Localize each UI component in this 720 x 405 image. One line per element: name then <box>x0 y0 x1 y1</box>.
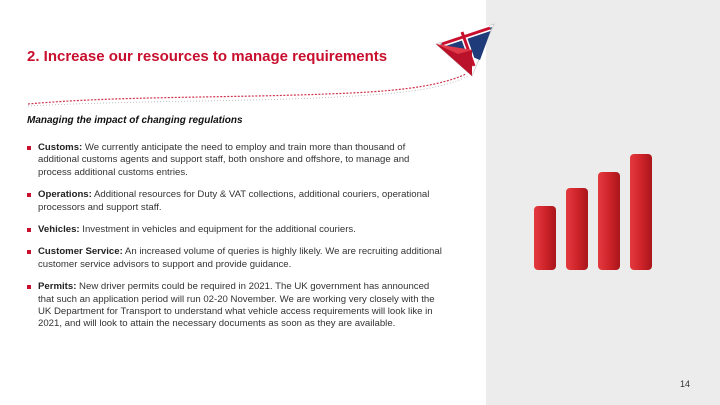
bullet-label: Customer Service: <box>38 246 123 258</box>
bullet-customs <box>27 142 442 179</box>
bullet-label: Vehicles: <box>38 224 80 236</box>
bullet-marker <box>27 228 31 232</box>
bullet-text: We currently anticipate the need to employ and train more than thousand of additional customs agents and support staff, both onshore and offshore, to manage and process additional customs entries. <box>38 142 410 178</box>
growth-bar-3 <box>598 172 620 270</box>
bullet-text: Investment in vehicles and equipment for the additional couriers. <box>79 224 356 236</box>
page-number: 14 <box>680 379 691 389</box>
flight-path-line <box>26 70 476 110</box>
bullet-marker <box>27 146 31 150</box>
bullet-text: Additional resources for Duty & VAT collections, additional couriers, operational processors and support staff. <box>38 189 430 213</box>
bullet-label: Permits: <box>38 281 77 293</box>
bullet-operations <box>27 189 442 214</box>
slide-subtitle: Managing the impact of changing regulations <box>27 115 243 126</box>
bullet-marker <box>27 285 31 289</box>
bullet-marker <box>27 193 31 197</box>
bullet-vehicles <box>27 224 442 236</box>
bullet-list <box>27 142 442 341</box>
growth-bars-icon <box>530 150 660 270</box>
growth-bar-2 <box>566 188 588 270</box>
bullet-label: Customs: <box>38 142 83 153</box>
bullet-text: New driver permits could be required in 2021. The UK government has announced that such an application period will run 02-20 November. We are working very closely with the UK Department for Transport to understand what vehicle access requirements will look like in 2021, and will look to attain the necessary documents as soon as they are available. <box>38 281 435 330</box>
bullet-text: An increased volume of queries is highly likely. We are recruiting additional customer service advisors to support and provide guidance. <box>38 246 442 270</box>
slide-title: 2. Increase our resources to manage requirements <box>27 48 388 65</box>
growth-bar-1 <box>534 206 556 270</box>
bullet-marker <box>27 250 31 254</box>
bullet-label: Operations: <box>38 189 92 201</box>
bullet-customer-service <box>27 246 442 271</box>
bullet-permits <box>27 281 442 331</box>
growth-bar-4 <box>630 154 652 270</box>
